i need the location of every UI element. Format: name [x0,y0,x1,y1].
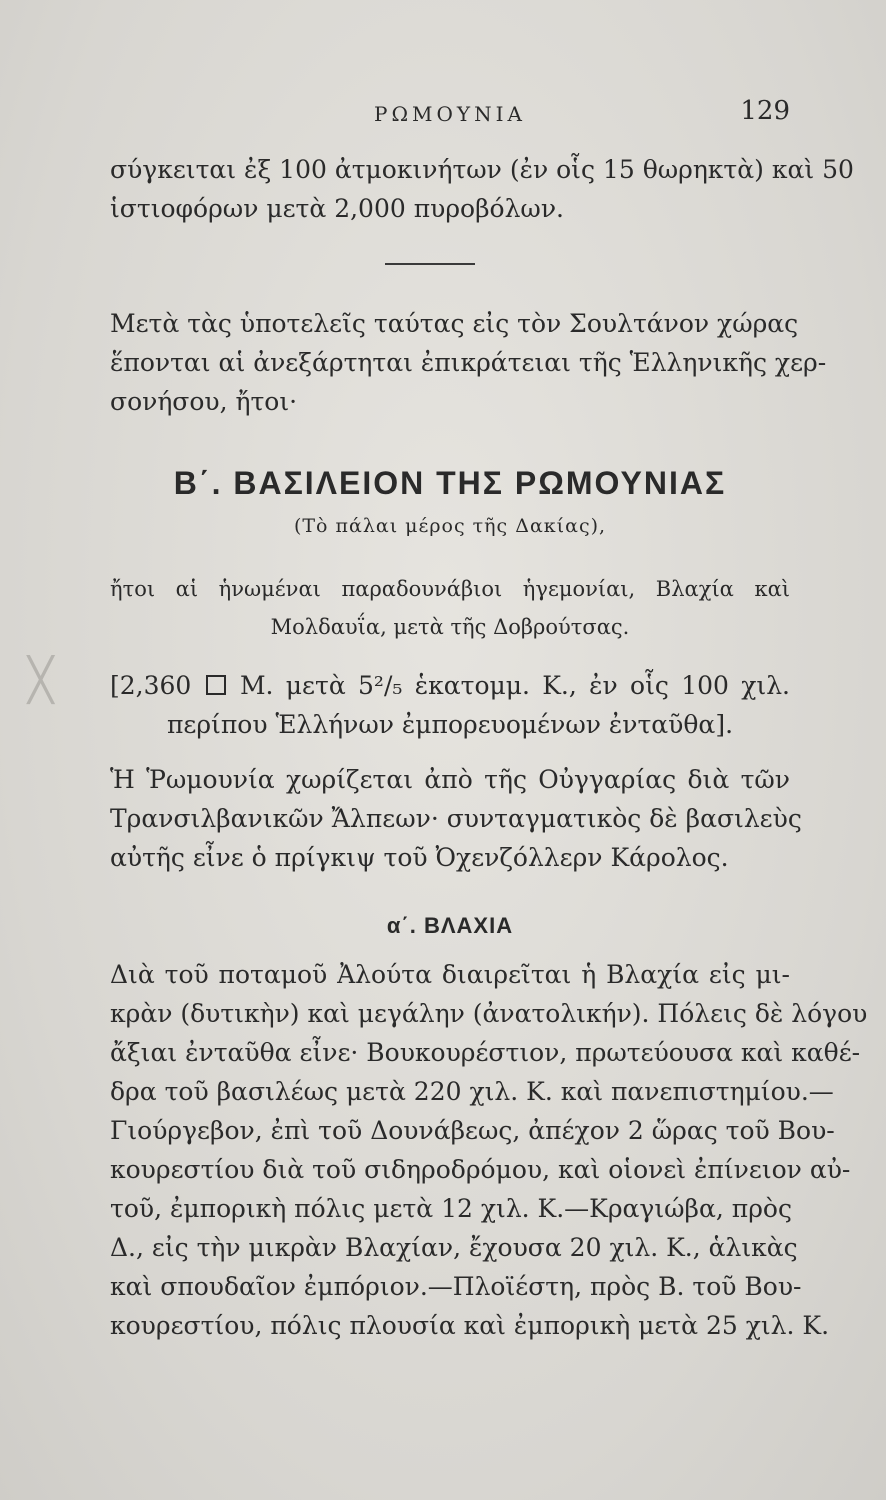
text-line: Διὰ τοῦ ποταμοῦ Ἀλούτα διαιρεῖται ἡ Βλαχία εἰς μι- [110,960,790,989]
text-line: Ἡ Ῥωμουνία χωρίζεται ἀπὸ τῆς Οὐγγαρίας διὰ τῶν [110,765,790,794]
text-line: ἤτοι αἱ ἡνωμέναι παραδουνάβιοι ἡγεμονίαι, Βλαχία καὶ [110,577,790,601]
paragraph-borders [110,760,802,877]
square-mile-symbol [206,675,226,695]
statistics-paragraph [110,666,790,744]
page-number: 129 [740,96,790,126]
text-line: σύγκειται ἐξ 100 ἀτμοκινήτων (ἐν οἷς 15 θωρηκτὰ) καὶ 50 [110,155,854,184]
text-line: σονήσου, ἤτοι· [110,387,298,416]
text-line: Δ., εἰς τὴν μικρὰν Βλαχίαν, ἔχουσα 20 χιλ. Κ., ἁλικὰς [110,1233,798,1262]
text-line: Μετὰ τὰς ὑποτελεῖς ταύτας εἰς τὸν Σουλτάνον χώρας [110,309,799,338]
text-line: κρὰν (δυτικὴν) καὶ μεγάλην (ἀνατολικήν). Πόλεις δὲ λόγου [110,999,868,1028]
stats-area: [2,360 [110,671,192,700]
text-line: Μολδαυΐα, μετὰ τῆς Δοβρούτσας. [270,615,630,639]
principalities-note [110,570,790,646]
margin-mark: ╳ [28,655,54,704]
intro-paragraph [110,150,854,228]
text-line: Γιούργεβον, ἐπὶ τοῦ Δουνάβεως, ἀπέχον 2 ὥρας τοῦ Βου- [110,1116,835,1145]
running-title: ΡΩΜΟΥΝΙΑ [374,102,526,126]
running-head [110,96,790,130]
text-line: αὐτῆς εἶνε ὁ πρίγκιψ τοῦ Ὀχενζόλλερν Κάρολος. [110,843,729,872]
stats-population: Μ. μετὰ 5²/₅ ἑκατομμ. Κ., ἐν οἷς 100 χιλ. [239,671,790,700]
text-line: κουρεστίου διὰ τοῦ σιδηροδρόμου, καὶ οἱονεὶ ἐπίνειον αὐ- [110,1155,851,1184]
section-rule [385,263,475,265]
text-line: Τρανσιλβανικῶν Ἄλπεων· συνταγματικὸς δὲ βασιλεὺς [110,804,802,833]
paragraph-wallachia [110,955,868,1345]
chapter-heading: Β΄. ΒΑΣΙΛΕΙΟΝ ΤΗΣ ΡΩΜΟΥΝΙΑΣ [173,465,727,501]
text-line: ἕπονται αἱ ἀνεξάρτηται ἐπικράτειαι τῆς Ἑλληνικῆς χερ- [110,348,827,377]
paragraph-sultan-lands [110,304,827,421]
text-line: δρα τοῦ βασιλέως μετὰ 220 χιλ. Κ. καὶ πανεπιστημίου.— [110,1077,834,1106]
chapter-subheading: (Τὸ πάλαι μέρος τῆς Δακίας), [293,515,607,537]
text-line: τοῦ, ἐμπορικὴ πόλις μετὰ 12 χιλ. Κ.—Κραγιώβα, πρὸς [110,1194,792,1223]
section-heading: α΄. ΒΛΑΧΙΑ [386,913,514,938]
text-line: ἄξιαι ἐνταῦθα εἶνε· Βουκουρέστιον, πρωτεύουσα καὶ καθέ- [110,1038,861,1067]
stats-line [110,666,790,705]
text-line: κουρεστίου, πόλις πλουσία καὶ ἐμπορικὴ μετὰ 25 χιλ. Κ. [110,1311,830,1340]
text-line: καὶ σπουδαῖον ἐμπόριον.—Πλοϊέστη, πρὸς Β. τοῦ Βου- [110,1272,802,1301]
text-line: περίπου Ἑλλήνων ἐμπορευομένων ἐνταῦθα]. [166,710,734,739]
text-line: ἱστιοφόρων μετὰ 2,000 πυροβόλων. [110,194,564,223]
